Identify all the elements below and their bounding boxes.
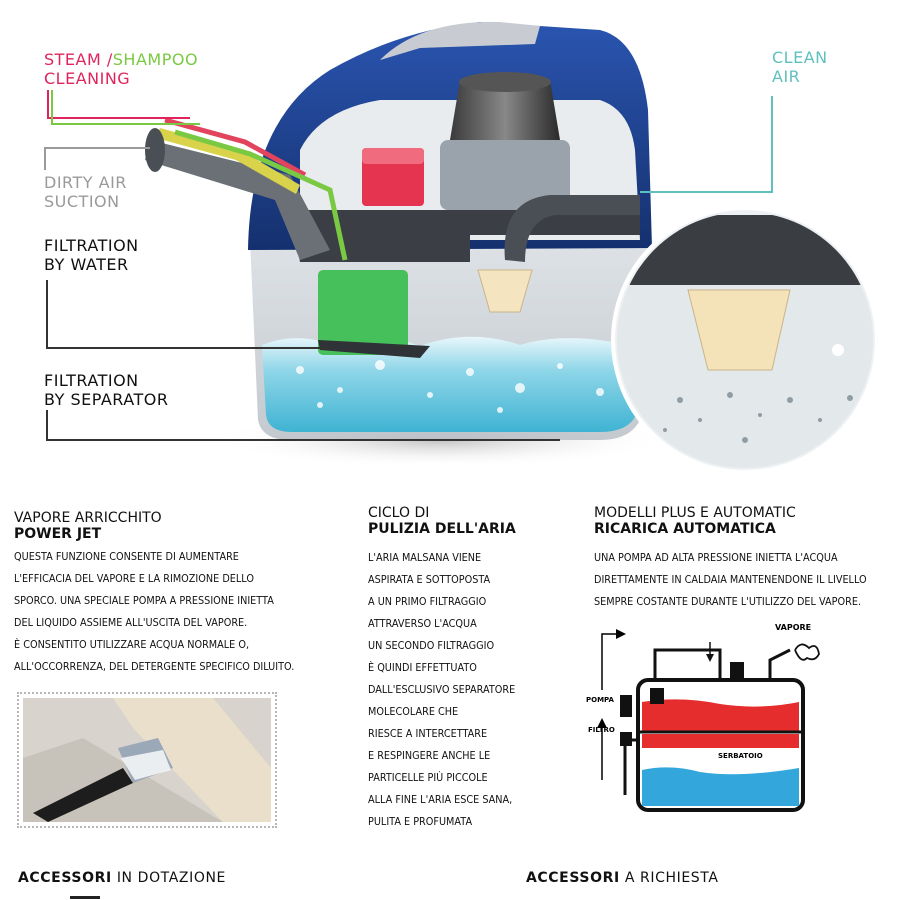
cleaning-photo bbox=[23, 698, 271, 822]
filter-block bbox=[620, 732, 632, 746]
column-2-body: L'ARIA MALSANA VIENE ASPIRATA E SOTTOPOSTA A UN PRIMO FILTRAGGIO ATTRAVERSO L'ACQUA UN SECONDO FILTRAGGIO È QUINDI EFFETTUATO DALL'ESCLUSIVO SEPARATORE MOLECOLARE CHE RIESCE A INTERCETTARE E RESPINGERE ANCHE LE PARTICELLE PIÙ PICCOLE ALLA FINE L'ARIA ESCE SANA, PULITA E PROFUMATA bbox=[368, 551, 516, 828]
steam-cloud-icon bbox=[795, 644, 819, 659]
column-1-body: QUESTA FUNZIONE CONSENTE DI AUMENTARE L'EFFICACIA DEL VAPORE E LA RIMOZIONE DELLO SPORCO. UNA SPECIALE POMPA A PRESSIONE INIETTA DEL LIQUIDO ASSIEME ALL'USCITA DEL VAPORE. È CONSENTITO UTILIZZARE ACQUA NORMALE O, ALL'OCCORRENZA, DEL DETERGENTE SPECIFICO DILUITO. bbox=[14, 550, 295, 673]
pipe-steam bbox=[770, 650, 790, 680]
steam-label: STEAM / bbox=[44, 50, 113, 69]
pump-block bbox=[620, 695, 632, 717]
column-air-cycle bbox=[368, 505, 568, 833]
filtration-water-label: FILTRATION BY WATER bbox=[44, 236, 139, 274]
caldaia-label: CALDAIA bbox=[703, 690, 738, 698]
accessory-thumbnail-edge bbox=[70, 896, 100, 899]
vapore-label: VAPORE bbox=[775, 623, 812, 632]
filtro-label: FILTRO bbox=[588, 726, 615, 734]
dirty-air-label: DIRTY AIR SUCTION bbox=[44, 173, 127, 211]
steam-shampoo-label bbox=[44, 50, 198, 88]
filtration-separator-label: FILTRATION BY SEPARATOR bbox=[44, 371, 169, 409]
shampoo-label: SHAMPOO bbox=[112, 50, 199, 69]
pompa-label: POMPA bbox=[586, 696, 614, 704]
column-auto-refill bbox=[594, 505, 894, 613]
column-3-body: UNA POMPA AD ALTA PRESSIONE INIETTA L'ACQUA DIRETTAMENTE IN CALDAIA MANTENENDONE IL LIVELLO SEMPRE COSTANTE DURANTE L'UTILIZZO DEL VAPORE. bbox=[594, 551, 867, 608]
column-1-subheading: POWER JET bbox=[14, 526, 102, 542]
boiler-diagram bbox=[580, 620, 830, 820]
power-jet-photo-frame bbox=[17, 692, 277, 828]
accessories-optional-heading: ACCESSORI A RICHIESTA bbox=[526, 870, 719, 886]
up-arrow-upper bbox=[602, 634, 620, 690]
column-power-jet bbox=[14, 510, 354, 678]
column-3-subheading: RICARICA AUTOMATICA bbox=[594, 521, 776, 537]
column-2-subheading: PULIZIA DELL'ARIA bbox=[368, 521, 516, 537]
cleaning-label: CLEANING bbox=[44, 69, 131, 88]
column-3-heading: MODELLI PLUS E AUTOMATIC bbox=[594, 505, 796, 521]
column-2-heading: CICLO DI bbox=[368, 505, 430, 521]
accessories-included-heading: ACCESSORI IN DOTAZIONE bbox=[18, 870, 226, 886]
serbatoio-label: SERBATOIO bbox=[718, 752, 763, 760]
clean-air-label: CLEAN AIR bbox=[772, 48, 828, 86]
column-1-heading: VAPORE ARRICCHITO bbox=[14, 510, 162, 526]
